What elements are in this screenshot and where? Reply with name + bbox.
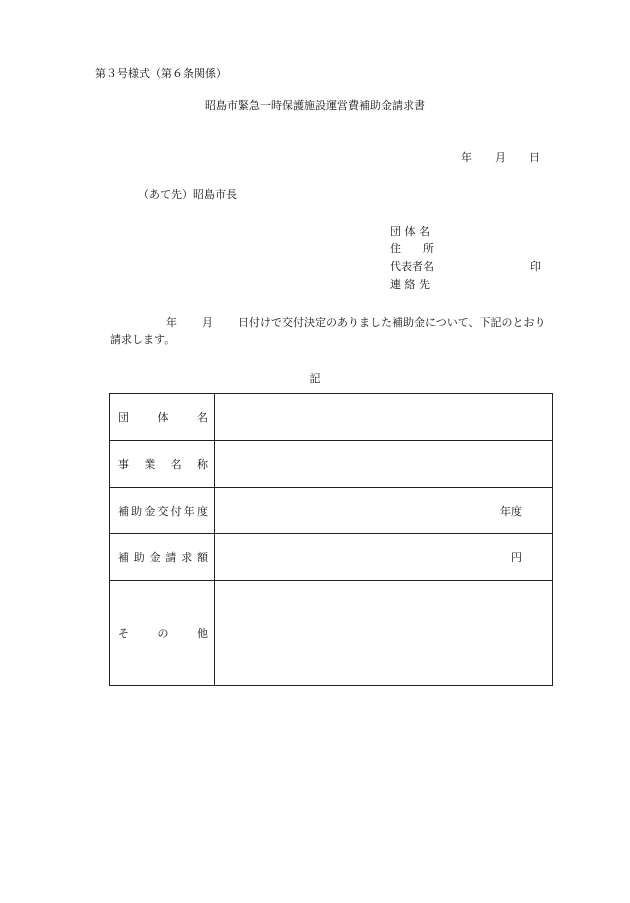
applicant-address-label: 住 所 (390, 242, 434, 255)
label-cell-request-amount: 補 助 金 請 求 額 (110, 534, 215, 581)
table-row (110, 488, 553, 534)
label-cell-other: そ の 他 (110, 581, 215, 686)
ki-heading: 記 (309, 372, 321, 385)
body-line-1-text: 日付けで交付決定のありました補助金について、下記のとおり (238, 316, 546, 329)
table-row (110, 394, 553, 441)
fiscal-year-field[interactable] (215, 488, 553, 534)
applicant-representative-label: 代表者名 (390, 260, 434, 273)
body-line-1 (166, 316, 546, 330)
date-day: 日 (529, 151, 540, 164)
table-row (110, 534, 553, 581)
applicant-org-name-label: 団 体 名 (390, 225, 430, 238)
body-year: 年 (166, 316, 177, 329)
details-table (109, 393, 553, 686)
table-row (110, 581, 553, 686)
label-cell-org-name: 団 体 名 (110, 394, 215, 441)
form-number: 第３号様式（第６条関係） (95, 67, 227, 80)
other-field[interactable] (215, 581, 553, 686)
org-name-field[interactable] (215, 394, 553, 441)
label-cell-project-name: 事 業 名 称 (110, 441, 215, 488)
date-line (461, 151, 540, 165)
addressee: （あて先）昭島市長 (138, 188, 237, 201)
project-name-field[interactable] (215, 441, 553, 488)
body-line-2: 請求します。 (110, 333, 176, 346)
applicant-contact-label: 連 絡 先 (390, 278, 430, 291)
fiscal-year-unit: 年度 (500, 504, 522, 518)
document-title: 昭島市緊急一時保護施設運営費補助金請求書 (205, 99, 425, 112)
seal-mark: 印 (530, 260, 541, 273)
date-year: 年 (461, 151, 472, 164)
table-row (110, 441, 553, 488)
date-month: 月 (495, 151, 506, 164)
request-amount-field[interactable] (215, 534, 553, 581)
body-month: 月 (202, 316, 213, 329)
amount-unit: 円 (511, 551, 522, 564)
label-cell-fiscal-year: 補 助 金 交 付 年 度 (110, 488, 215, 534)
